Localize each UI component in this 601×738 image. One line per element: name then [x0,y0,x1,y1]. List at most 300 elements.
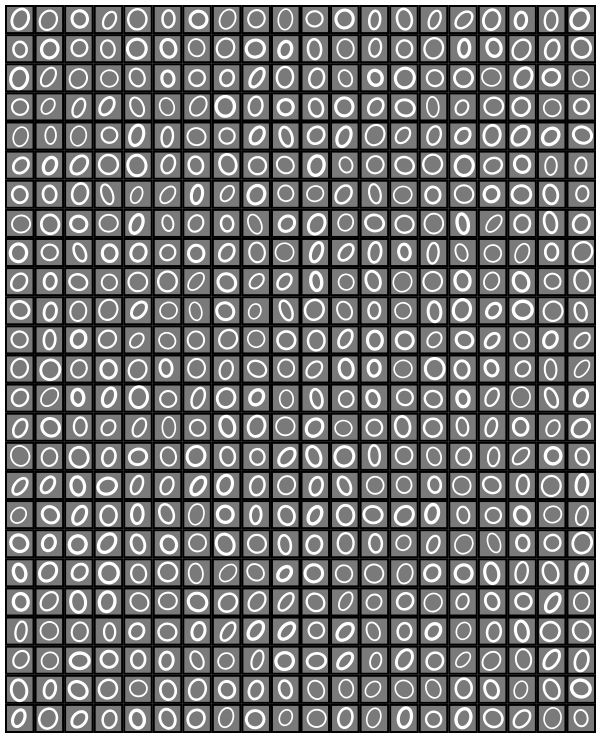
digit-cell [241,34,271,63]
digit-cell [153,529,183,558]
digit-cell [35,325,65,354]
digit-cell [94,442,124,471]
digit-cell [389,325,419,354]
digit-cell [182,675,212,704]
digit-cell [537,34,567,63]
digit-cell [566,704,596,733]
digit-cell [271,413,301,442]
digit-cell [123,151,153,180]
digit-cell [64,617,94,646]
digit-cell [94,675,124,704]
digit-cell [507,558,537,587]
digit-cell [507,442,537,471]
digit-cell [35,63,65,92]
digit-cell [566,442,596,471]
digit-cell [389,238,419,267]
digit-cell [182,296,212,325]
digit-cell [271,471,301,500]
digit-cell [64,500,94,529]
digit-cell [123,5,153,34]
digit-cell [5,209,35,238]
digit-cell [123,121,153,150]
digit-cell [182,442,212,471]
digit-cell [94,529,124,558]
digit-cell [478,384,508,413]
digit-cell [537,704,567,733]
digit-cell [271,209,301,238]
digit-cell [360,500,390,529]
digit-cell [448,704,478,733]
digit-cell [301,63,331,92]
digit-cell [419,325,449,354]
digit-cell [271,238,301,267]
digit-cell [448,92,478,121]
digit-cell [271,151,301,180]
digit-cell [153,267,183,296]
digit-cell [212,471,242,500]
digit-cell [360,413,390,442]
digit-cell [212,558,242,587]
digit-cell [241,529,271,558]
digit-cell [448,63,478,92]
digit-cell [94,354,124,383]
digit-cell [212,267,242,296]
digit-cell [212,442,242,471]
digit-cell [507,5,537,34]
digit-cell [330,267,360,296]
digit-cell [389,646,419,675]
digit-cell [537,587,567,616]
digit-cell [448,267,478,296]
digit-cell [448,558,478,587]
digit-cell [64,209,94,238]
digit-cell [35,471,65,500]
digit-cell [478,558,508,587]
digit-cell [182,704,212,733]
digit-cell [5,617,35,646]
digit-cell [330,354,360,383]
digit-cell [64,646,94,675]
digit-cell [507,121,537,150]
digit-cell [123,646,153,675]
digit-cell [448,529,478,558]
digit-cell [64,151,94,180]
digit-cell [537,617,567,646]
digit-cell [212,180,242,209]
digit-cell [301,558,331,587]
digit-cell [419,704,449,733]
digit-cell [419,92,449,121]
digit-cell [448,296,478,325]
digit-cell [212,704,242,733]
digit-cell [389,63,419,92]
digit-cell [5,529,35,558]
digit-cell [123,180,153,209]
digit-cell [389,500,419,529]
digit-cell [330,238,360,267]
digit-cell [507,325,537,354]
digit-cell [94,296,124,325]
digit-cell [182,63,212,92]
digit-cell [271,704,301,733]
digit-cell [94,238,124,267]
digit-cell [123,34,153,63]
digit-cell [153,442,183,471]
digit-cell [5,34,35,63]
digit-cell [448,587,478,616]
digit-cell [182,529,212,558]
digit-cell [389,529,419,558]
digit-cell [94,500,124,529]
digit-cell [94,180,124,209]
digit-cell [330,500,360,529]
digit-cell [360,704,390,733]
digit-cell [153,646,183,675]
digit-cell [64,384,94,413]
digit-cell [507,92,537,121]
digit-cell [94,5,124,34]
digit-cell [301,34,331,63]
digit-cell [566,529,596,558]
digit-cell [212,413,242,442]
digit-cell [448,384,478,413]
digit-cell [123,617,153,646]
digit-cell [360,617,390,646]
digit-cell [537,413,567,442]
digit-cell [389,209,419,238]
digit-cell [507,471,537,500]
digit-cell [360,180,390,209]
digit-cell [271,442,301,471]
digit-cell [360,151,390,180]
digit-cell [94,267,124,296]
digit-cell [35,500,65,529]
digit-cell [241,296,271,325]
digit-cell [419,413,449,442]
digit-cell [537,675,567,704]
digit-cell [537,646,567,675]
digit-cell [360,529,390,558]
digit-cell [212,34,242,63]
digit-cell [5,704,35,733]
digit-cell [35,617,65,646]
digit-cell [537,325,567,354]
digit-cell [153,296,183,325]
digit-cell [301,267,331,296]
digit-cell [271,296,301,325]
digit-cell [153,500,183,529]
digit-cell [360,267,390,296]
digit-cell [64,325,94,354]
digit-cell [182,121,212,150]
digit-cell [301,296,331,325]
digit-cell [241,238,271,267]
digit-cell [123,325,153,354]
digit-cell [182,646,212,675]
digit-cell [212,121,242,150]
digit-cell [330,617,360,646]
digit-cell [153,413,183,442]
digit-cell [566,63,596,92]
digit-cell [419,34,449,63]
digit-cell [507,500,537,529]
digit-cell [5,5,35,34]
digit-cell [537,92,567,121]
digit-cell [360,442,390,471]
digit-cell [35,92,65,121]
digit-cell [360,296,390,325]
digit-cell [301,471,331,500]
digit-cell [330,180,360,209]
digit-cell [5,646,35,675]
digit-cell [448,180,478,209]
digit-cell [537,296,567,325]
digit-cell [5,587,35,616]
digit-cell [537,442,567,471]
digit-cell [448,646,478,675]
digit-cell [35,209,65,238]
digit-cell [507,267,537,296]
digit-cell [64,63,94,92]
digit-cell [301,587,331,616]
digit-cell [212,325,242,354]
digit-cell [537,500,567,529]
digit-cell [389,296,419,325]
digit-cell [301,384,331,413]
digit-cell [94,121,124,150]
digit-cell [478,5,508,34]
digit-cell [182,209,212,238]
digit-cell [212,238,242,267]
digit-cell [537,471,567,500]
digit-cell [478,296,508,325]
digit-cell [212,617,242,646]
digit-cell [182,587,212,616]
digit-cell [478,34,508,63]
digit-cell [123,500,153,529]
digit-cell [507,413,537,442]
digit-cell [330,558,360,587]
digit-cell [419,675,449,704]
digit-cell [153,151,183,180]
digit-cell [5,675,35,704]
digit-cell [241,675,271,704]
digit-cell [35,442,65,471]
digit-cell [94,384,124,413]
digit-cell [389,267,419,296]
digit-cell [360,238,390,267]
digit-cell [507,151,537,180]
digit-cell [64,5,94,34]
digit-cell [5,180,35,209]
digit-cell [478,471,508,500]
digit-cell [153,471,183,500]
digit-cell [360,121,390,150]
digit-cell [35,267,65,296]
digit-cell [271,267,301,296]
digit-cell [448,471,478,500]
digit-cell [153,34,183,63]
digit-cell [212,675,242,704]
digit-cell [153,5,183,34]
digit-cell [507,617,537,646]
digit-cell [64,34,94,63]
digit-cell [123,209,153,238]
digit-cell [271,500,301,529]
digit-cell [419,442,449,471]
digit-cell [271,180,301,209]
digit-cell [182,180,212,209]
digit-cell [241,209,271,238]
digit-cell [64,471,94,500]
digit-cell [241,617,271,646]
digit-cell [35,121,65,150]
digit-cell [507,209,537,238]
digit-cell [360,558,390,587]
digit-cell [241,558,271,587]
digit-cell [419,121,449,150]
digit-cell [241,267,271,296]
digit-cell [566,384,596,413]
digit-cell [241,413,271,442]
digit-cell [94,617,124,646]
digit-cell [389,180,419,209]
digit-cell [182,354,212,383]
digit-cell [566,34,596,63]
digit-cell [241,384,271,413]
digit-cell [64,121,94,150]
digit-cell [94,209,124,238]
digit-cell [360,34,390,63]
digit-cell [478,92,508,121]
digit-cell [301,413,331,442]
digit-cell [241,151,271,180]
digit-cell [5,500,35,529]
digit-cell [241,704,271,733]
digit-cell [566,413,596,442]
digit-cell [153,121,183,150]
digit-cell [94,471,124,500]
digit-cell [241,5,271,34]
digit-cell [123,92,153,121]
digit-cell [182,5,212,34]
digit-cell [5,354,35,383]
digit-cell [537,267,567,296]
digit-cell [182,267,212,296]
digit-cell [182,617,212,646]
digit-cell [212,529,242,558]
digit-cell [301,325,331,354]
digit-cell [123,675,153,704]
digit-cell [241,180,271,209]
digit-cell [330,675,360,704]
digit-cell [360,5,390,34]
digit-cell [212,646,242,675]
digit-cell [330,325,360,354]
digit-cell [419,617,449,646]
digit-cell [94,34,124,63]
digit-cell [537,354,567,383]
digit-cell [5,151,35,180]
digit-cell [94,92,124,121]
digit-cell [478,442,508,471]
digit-cell [94,63,124,92]
digit-cell [478,267,508,296]
digit-cell [566,92,596,121]
digit-cell [182,413,212,442]
digit-cell [419,180,449,209]
digit-cell [35,413,65,442]
digit-cell [153,238,183,267]
digit-cell [448,209,478,238]
digit-cell [389,704,419,733]
digit-cell [35,151,65,180]
digit-cell [566,151,596,180]
digit-cell [478,413,508,442]
digit-cell [478,354,508,383]
digit-cell [301,354,331,383]
digit-cell [419,267,449,296]
digit-cell [123,238,153,267]
digit-cell [271,675,301,704]
digit-cell [330,529,360,558]
digit-cell [389,384,419,413]
digit-cell [419,296,449,325]
digit-cell [566,354,596,383]
digit-cell [212,296,242,325]
digit-cell [64,675,94,704]
digit-cell [123,529,153,558]
digit-cell [64,267,94,296]
digit-cell [5,63,35,92]
digit-cell [182,92,212,121]
digit-cell [419,646,449,675]
digit-cell [537,384,567,413]
digit-cell [537,121,567,150]
digit-cell [271,384,301,413]
digit-cell [35,180,65,209]
digit-cell [212,92,242,121]
digit-cell [123,267,153,296]
digit-cell [507,529,537,558]
digit-cell [301,617,331,646]
digit-cell [271,558,301,587]
digit-cell [5,413,35,442]
digit-cell [389,151,419,180]
digit-cell [271,63,301,92]
digit-cell [153,558,183,587]
digit-cell [5,238,35,267]
digit-cell [182,238,212,267]
digit-cell [271,92,301,121]
digit-cell [389,587,419,616]
digit-cell [35,384,65,413]
digit-cell [566,471,596,500]
digit-cell [448,151,478,180]
digit-cell [64,92,94,121]
digit-cell [566,675,596,704]
digit-cell [448,675,478,704]
digit-cell [123,296,153,325]
digit-cell [419,151,449,180]
digit-cell [448,413,478,442]
digit-cell [153,704,183,733]
digit-cell [5,267,35,296]
digit-cell [35,675,65,704]
digit-cell [507,180,537,209]
digit-cell [360,92,390,121]
digit-cell [35,646,65,675]
